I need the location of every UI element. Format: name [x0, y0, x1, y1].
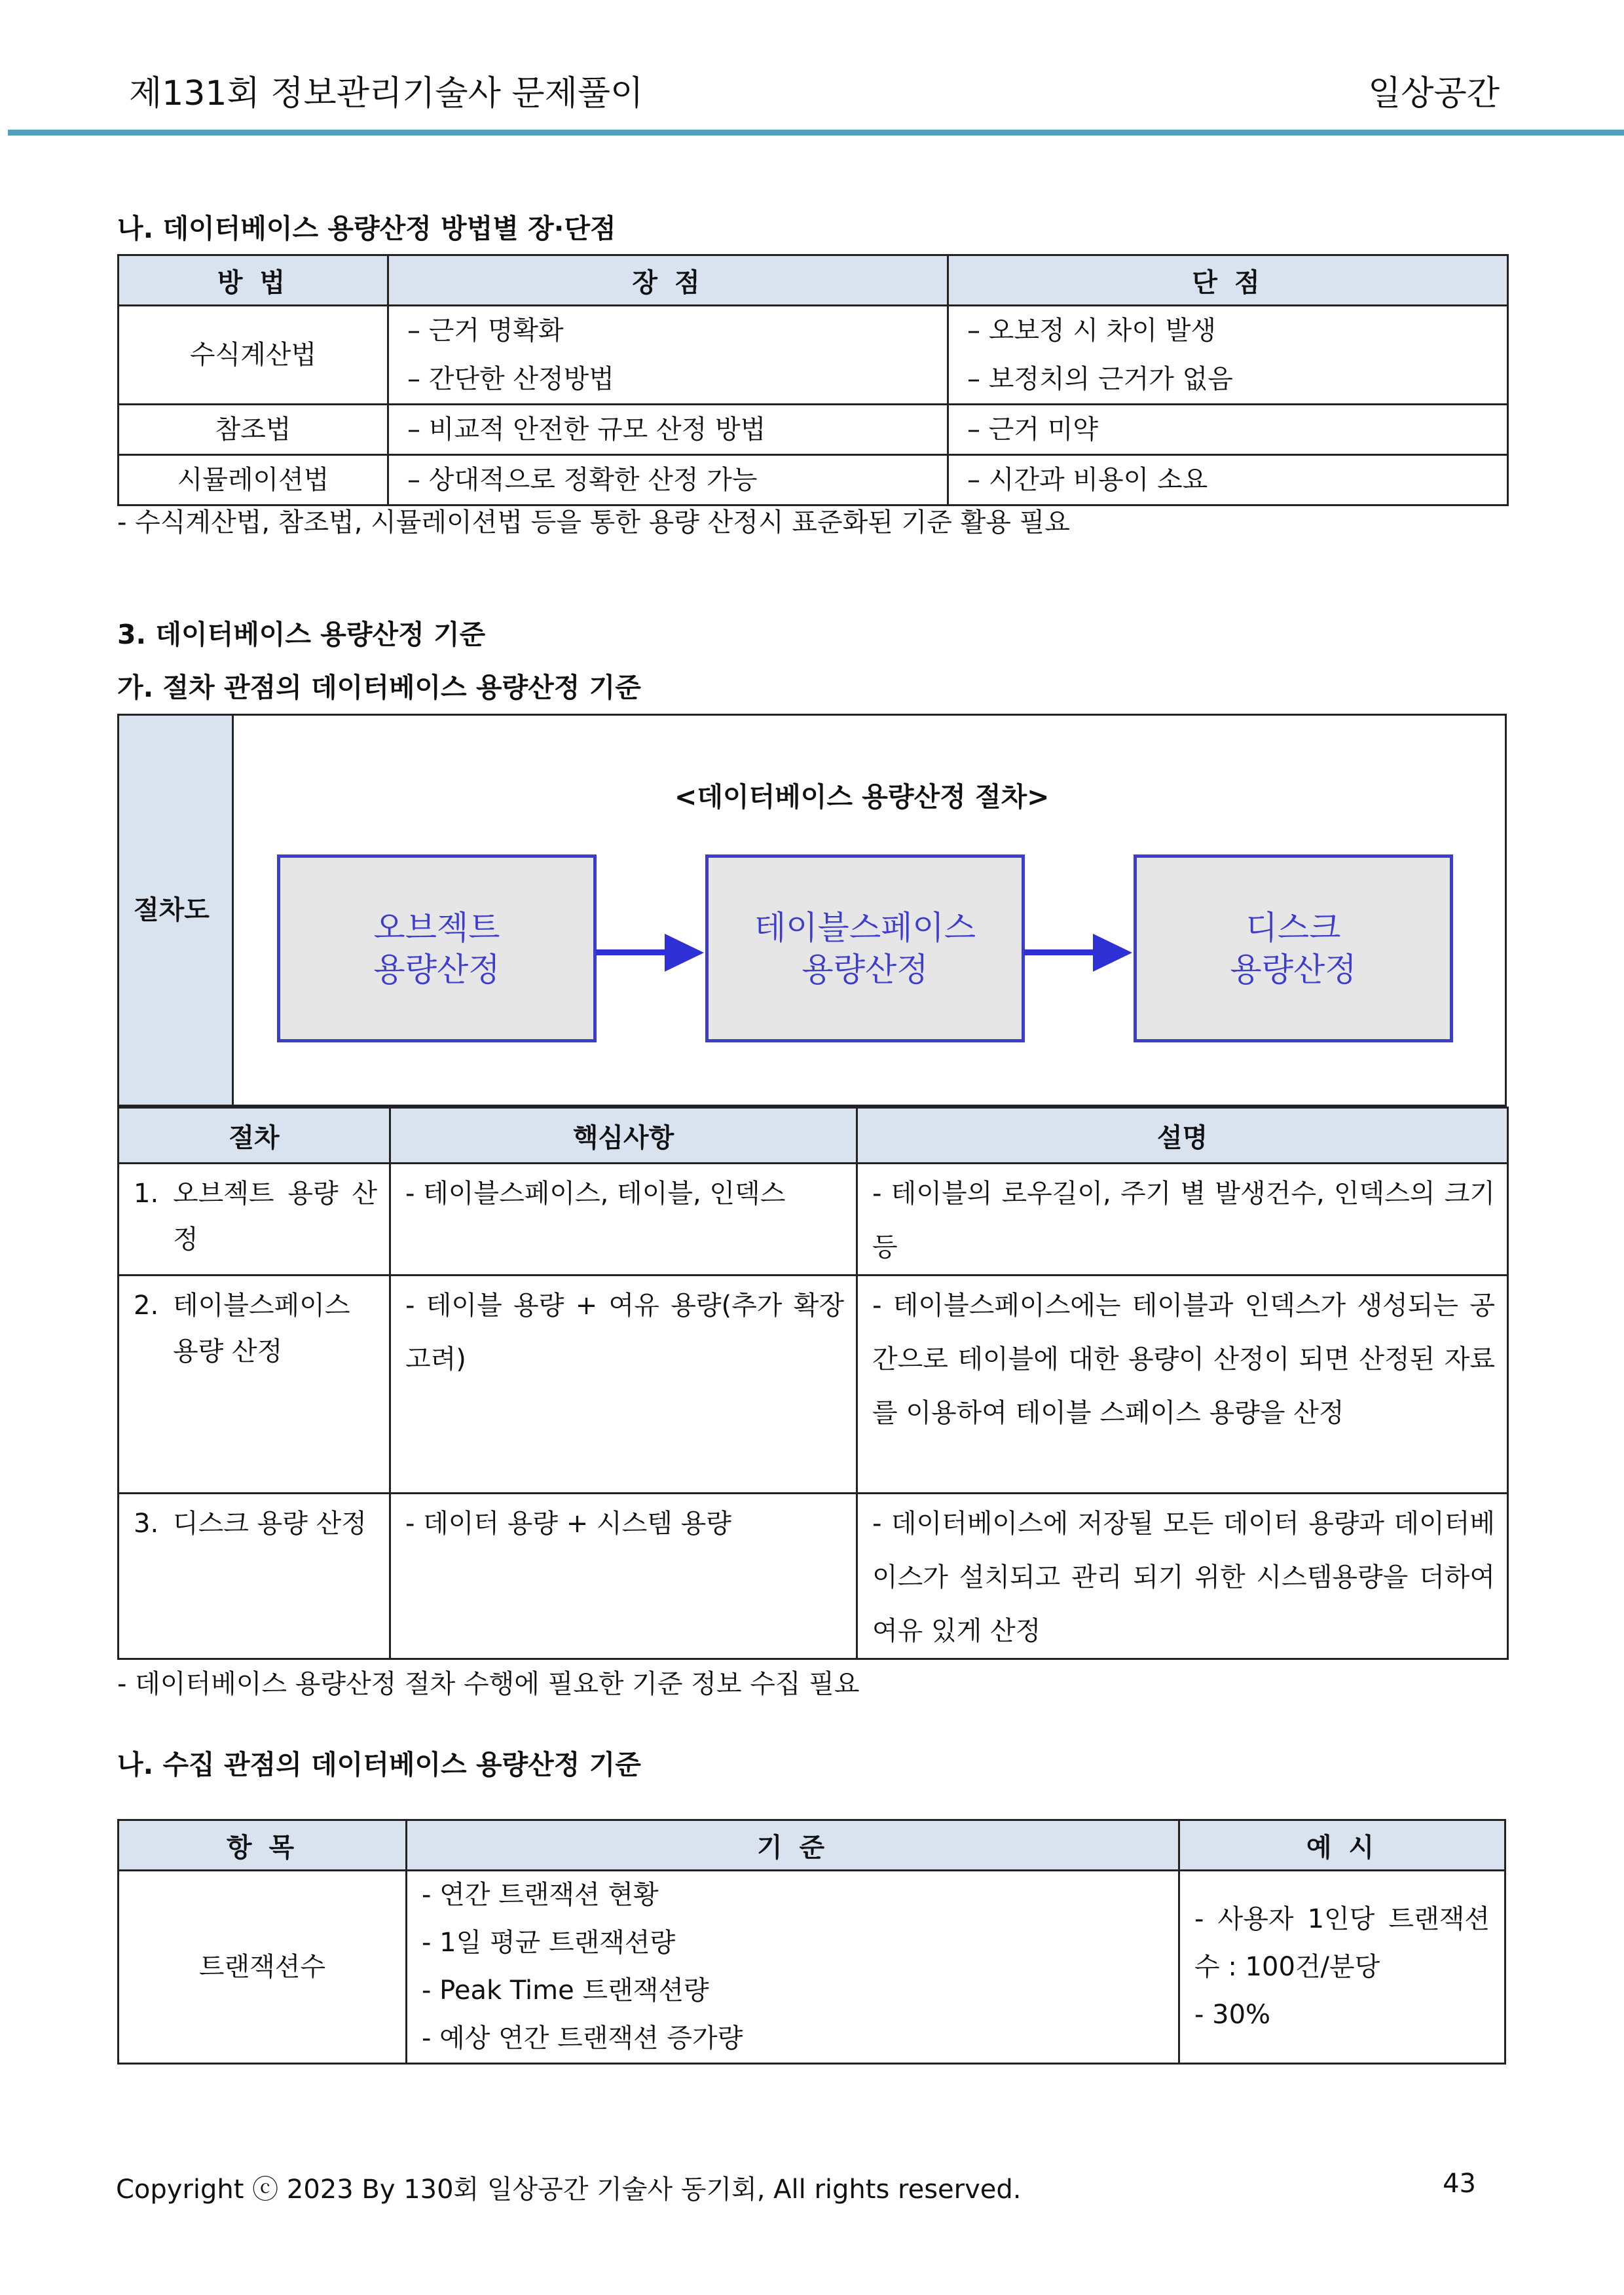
header-divider [8, 130, 1624, 136]
section-title-collection: 나. 수집 관점의 데이터베이스 용량산정 기준 [117, 1749, 641, 1780]
step-cell [119, 1164, 390, 1276]
table-header-row [119, 1108, 1508, 1164]
arrow-right-icon [1024, 949, 1096, 955]
box-line: 용량산정 [373, 950, 500, 989]
table-row [119, 1164, 1508, 1276]
column-header: 방 법 [119, 255, 388, 306]
footer-copyright: Copyright ⓒ 2023 By 130회 일상공간 기술사 동기회, All rights reserved. [116, 2175, 1022, 2205]
criteria-cell [407, 1871, 1179, 2064]
box-line: 용량산정 [1230, 950, 1357, 989]
diagram-title: <데이터베이스 용량산정 절차> [674, 781, 1050, 813]
pros-item: – 간단한 산정방법 [407, 364, 614, 394]
tablespace-sizing-box [705, 854, 1025, 1042]
table-row [119, 1276, 1508, 1494]
pros-cell: – 상대적으로 정확한 산정 가능 [388, 455, 948, 505]
pros-cell [388, 306, 948, 405]
pros-item: – 근거 명확화 [407, 316, 564, 346]
table-header-row [119, 255, 1508, 306]
column-header: 단 점 [948, 255, 1508, 306]
step-label: 테이블스페이스 용량 산정 [173, 1291, 350, 1367]
criteria-item: - 예상 연간 트랜잭션 증가량 [422, 2023, 743, 2053]
section-title-methods: 나. 데이터베이스 용량산정 방법별 장·단점 [117, 213, 616, 244]
subsection-title-procedure: 가. 절차 관점의 데이터베이스 용량산정 기준 [117, 672, 641, 703]
desc-cell: - 테이블의 로우길이, 주기 별 발생건수, 인덱스의 크기 등 [857, 1164, 1508, 1276]
cons-cell: – 근거 미약 [948, 405, 1508, 455]
column-header: 항 목 [119, 1820, 407, 1871]
example-cell [1179, 1871, 1505, 2064]
item-cell: 트랜잭션수 [119, 1871, 407, 2064]
step-number: 2. [134, 1291, 159, 1321]
table-row [119, 306, 1508, 405]
example-item: - 사용자 1인당 트랜잭션 수 : 100건/분당 [1194, 1903, 1490, 1982]
criteria-item: - Peak Time 트랜잭션량 [422, 1975, 709, 2006]
section-title-criteria: 3. 데이터베이스 용량산정 기준 [117, 619, 486, 650]
doc-brand: 일상공간 [1368, 74, 1500, 113]
step-cell [119, 1276, 390, 1494]
method-cell: 시뮬레이션법 [119, 455, 388, 505]
table-row [119, 405, 1508, 455]
criteria-item: - 연간 트랜잭션 현황 [422, 1880, 659, 1910]
disk-sizing-box [1134, 854, 1453, 1042]
arrow-head-icon [665, 934, 704, 972]
arrow-right-icon [596, 949, 668, 955]
key-cell: - 테이블스페이스, 테이블, 인덱스 [390, 1164, 857, 1276]
key-cell: - 데이터 용량 + 시스템 용량 [390, 1494, 857, 1659]
doc-title: 제131회 정보관리기술사 문제풀이 [129, 74, 644, 113]
box-line: 오브젝트 [373, 908, 500, 947]
criteria-item: - 1일 평균 트랜잭션량 [422, 1928, 676, 1958]
page-number: 43 [1443, 2169, 1476, 2199]
key-cell: - 테이블 용량 + 여유 용량(추가 확장 고려) [390, 1276, 857, 1494]
cons-item: – 보정치의 근거가 없음 [967, 364, 1233, 394]
table-row [119, 1871, 1505, 2064]
methods-note: - 수식계산법, 참조법, 시뮬레이션법 등을 통한 용량 산정시 표준화된 기준 활용 필요 [117, 507, 1070, 538]
procedure-table [117, 1107, 1509, 1660]
procedure-note: - 데이터베이스 용량산정 절차 수행에 필요한 기준 정보 수집 필요 [117, 1669, 860, 1699]
table-header-row [119, 1820, 1505, 1871]
step-label: 오브젝트 용량 산정 [173, 1179, 377, 1255]
column-header: 핵심사항 [390, 1108, 857, 1164]
example-item: - 30% [1194, 1999, 1271, 2030]
collection-table [117, 1819, 1506, 2065]
method-cell: 수식계산법 [119, 306, 388, 405]
step-number: 1. [134, 1179, 159, 1209]
pros-cell: – 비교적 안전한 규모 산정 방법 [388, 405, 948, 455]
box-line: 용량산정 [802, 950, 929, 989]
object-sizing-box [277, 854, 597, 1042]
cons-item: – 오보정 시 차이 발생 [967, 316, 1216, 346]
column-header: 기 준 [407, 1820, 1179, 1871]
arrow-head-icon [1093, 934, 1132, 972]
column-header: 절차 [119, 1108, 390, 1164]
column-header: 설명 [857, 1108, 1508, 1164]
column-header: 예 시 [1179, 1820, 1505, 1871]
cons-cell: – 시간과 비용이 소요 [948, 455, 1508, 505]
step-cell [119, 1494, 390, 1659]
desc-cell: - 데이터베이스에 저장될 모든 데이터 용량과 데이터베이스가 설치되고 관리 되기 위한 시스템용량을 더하여 여유 있게 산정 [857, 1494, 1508, 1659]
box-line: 테이블스페이스 [754, 908, 976, 947]
table-row [119, 1494, 1508, 1659]
table-row [119, 455, 1508, 505]
box-line: 디스크 [1246, 908, 1341, 947]
desc-cell: - 테이블스페이스에는 테이블과 인덱스가 생성되는 공간으로 테이블에 대한 용량이 산정이 되면 산정된 자료를 이용하여 테이블 스페이스 용량을 산정 [857, 1276, 1508, 1494]
cons-cell [948, 306, 1508, 405]
step-number: 3. [134, 1509, 159, 1539]
step-label: 디스크 용량 산정 [173, 1509, 367, 1539]
column-header: 장 점 [388, 255, 948, 306]
diagram-side-label: 절차도 [134, 895, 210, 925]
method-cell: 참조법 [119, 405, 388, 455]
methods-table [117, 254, 1509, 506]
